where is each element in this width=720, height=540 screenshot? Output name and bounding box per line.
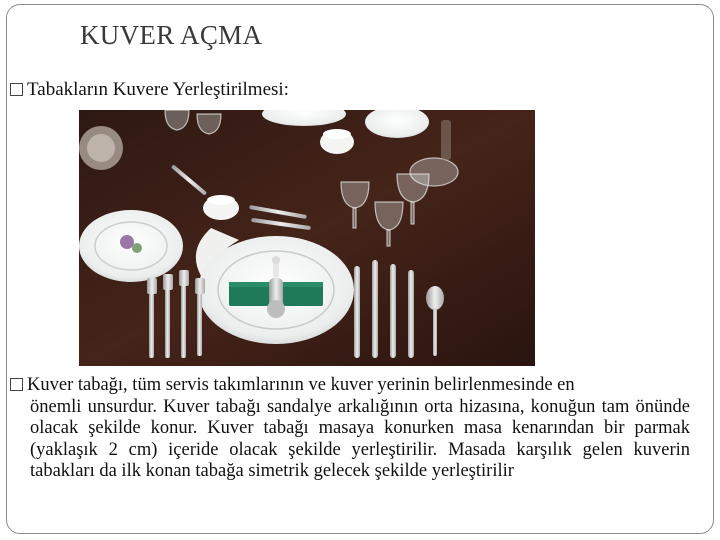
- table-setting-photo: [79, 110, 535, 366]
- section-heading-text: Tabakların Kuvere Yerleştirilmesi:: [27, 79, 289, 100]
- paragraph-first-line: [10, 375, 690, 397]
- checkbox-bullet-icon: [10, 378, 23, 391]
- paragraph-body: önemli unsurdur. Kuver tabağı sandalye arkalığının orta hizasına, konuğun tam önünde olacak şekilde konur. Kuver tabağı masaya konurken masa kenarından bir parmak (yaklaşık 2 cm) içeride olacak şekilde yerleştirilir. Masada karşılık gelen kuverin tabakları da ilk konan tabağa simetrik gelecek şekilde yerleştirilir: [30, 396, 690, 481]
- description-paragraph: [10, 375, 690, 483]
- paragraph-first-line-text: Kuver tabağı, tüm servis takımlarının ve kuver yerinin belirlenmesinde en: [27, 375, 575, 395]
- checkbox-bullet-icon: [10, 83, 23, 96]
- soup-spoon: [426, 286, 444, 310]
- slide-title: KUVER AÇMA: [80, 20, 263, 50]
- section-heading: [10, 79, 289, 101]
